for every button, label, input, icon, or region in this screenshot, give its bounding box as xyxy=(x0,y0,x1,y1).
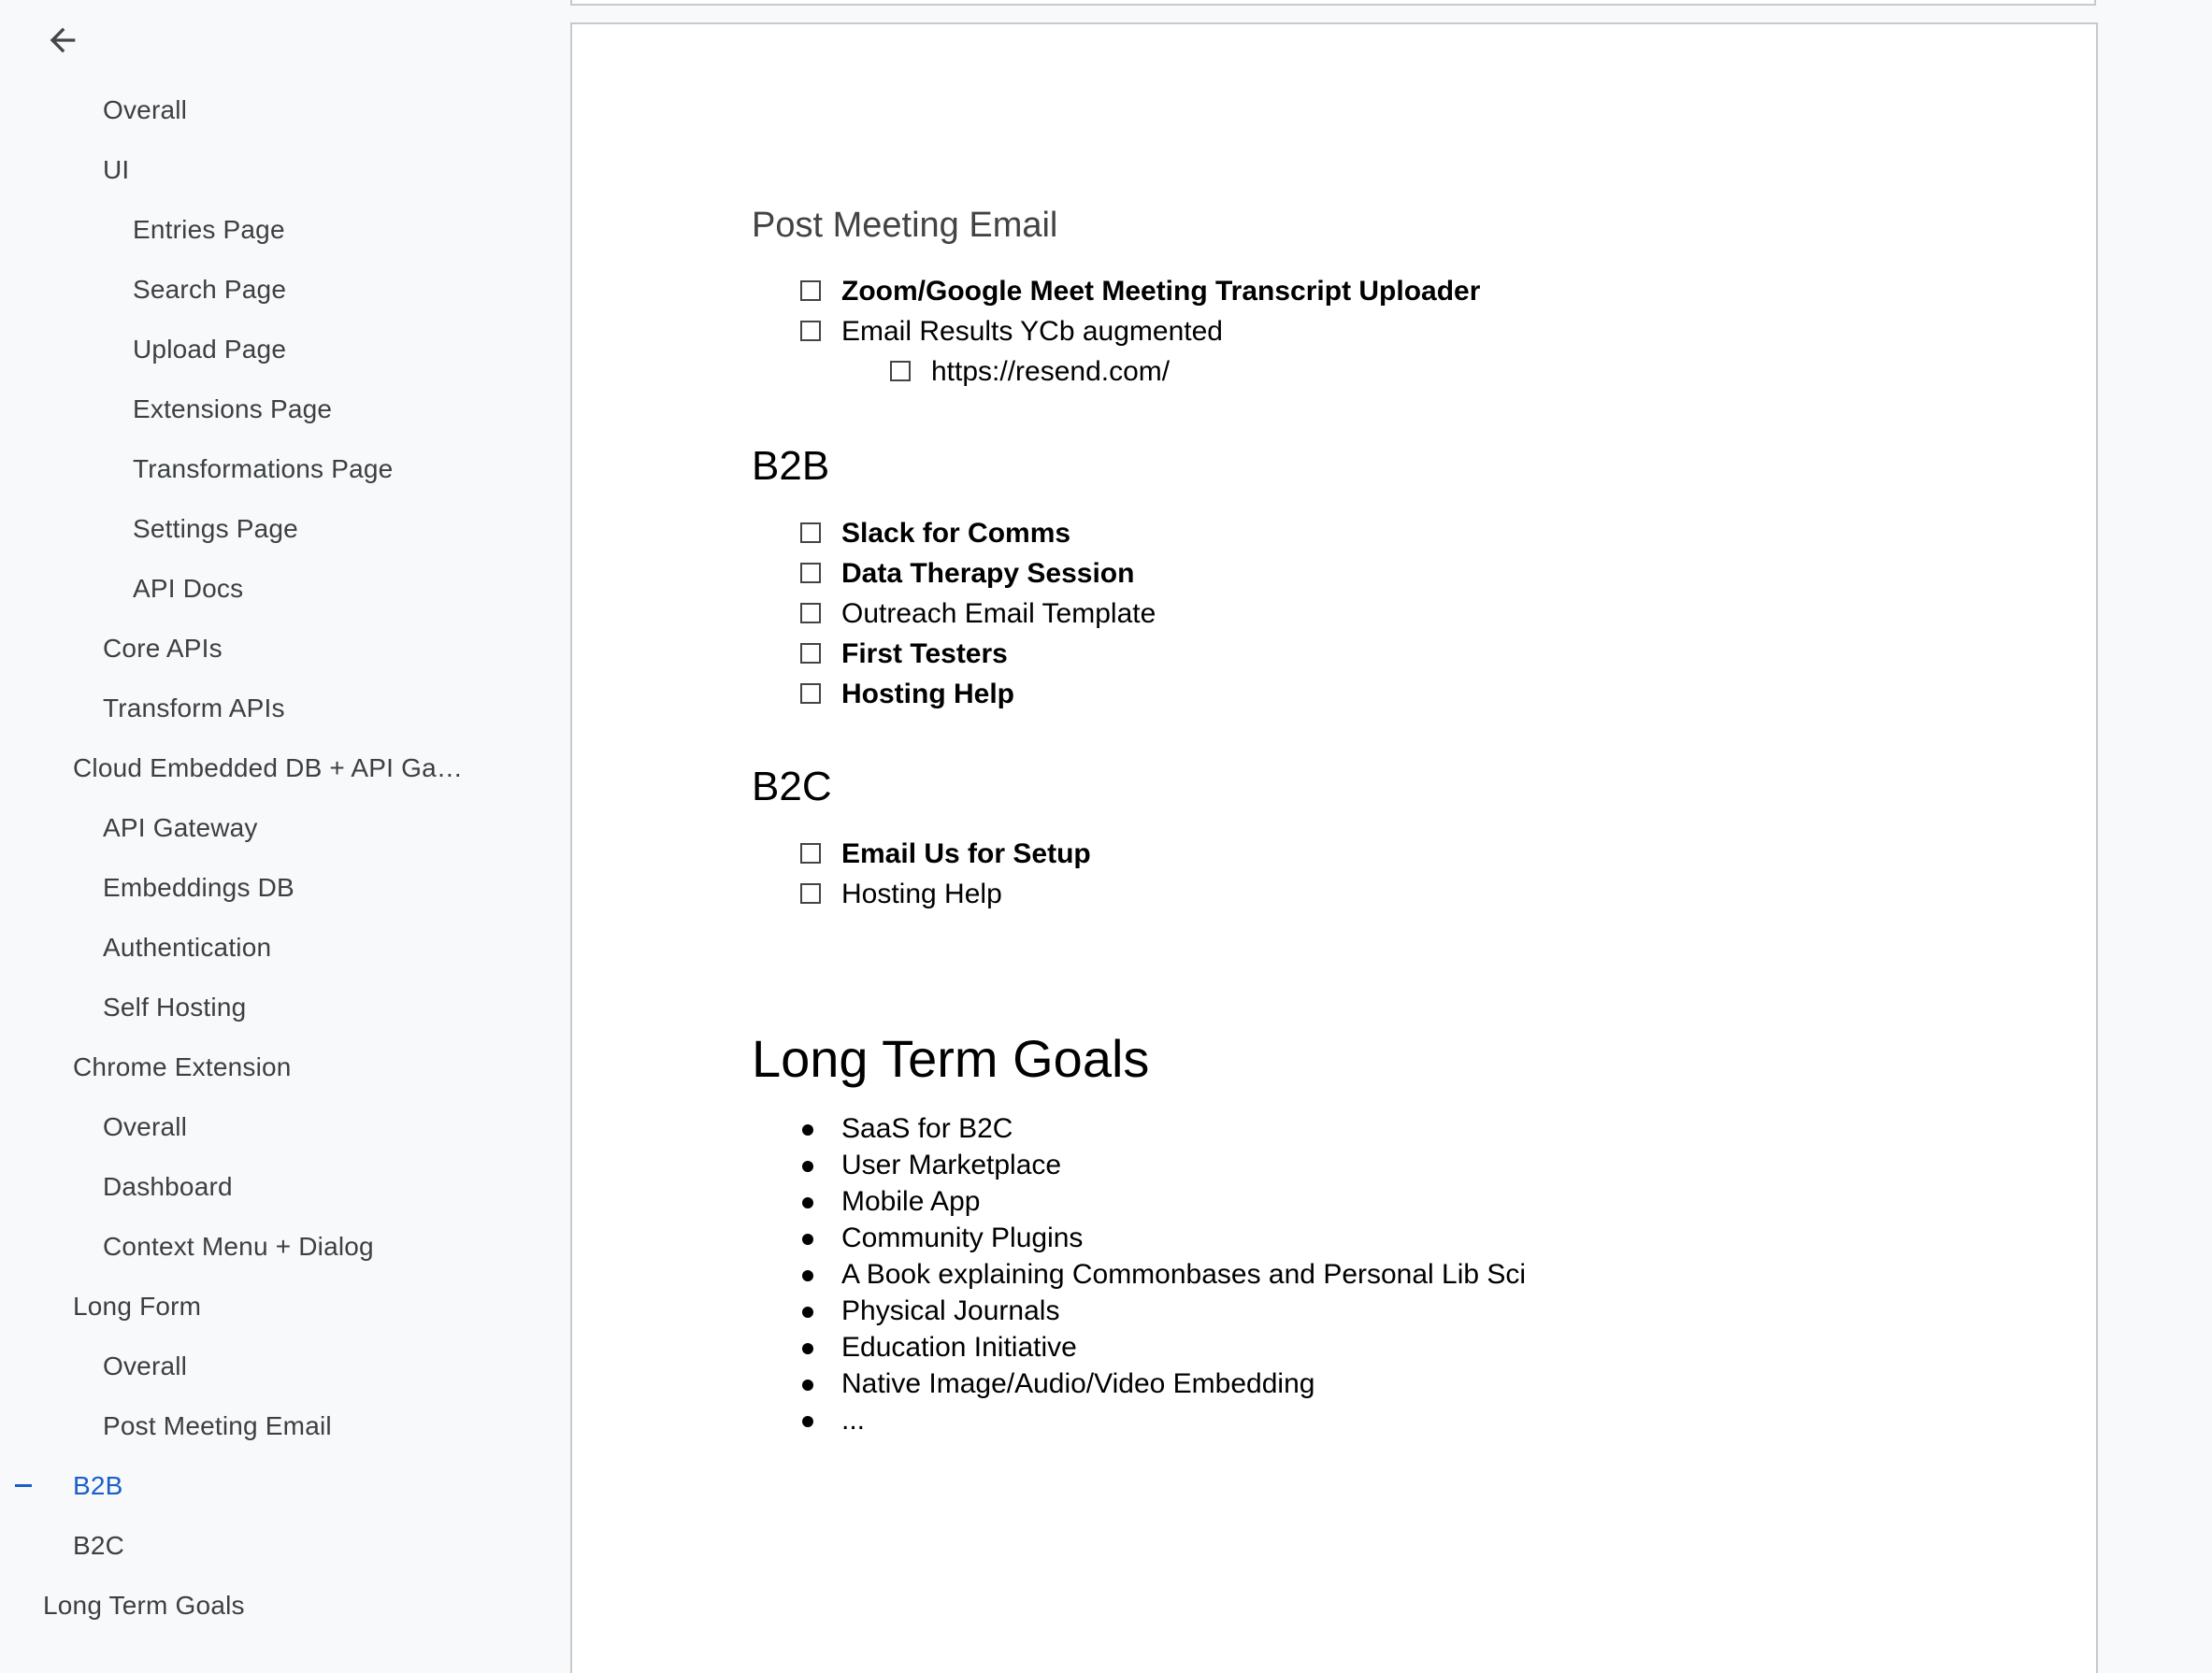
outline-item-label: Overall xyxy=(103,95,188,124)
outline-item-long-form[interactable] xyxy=(0,1277,561,1337)
list-item-text: Physical Journals xyxy=(841,1295,1060,1326)
outline-item-long-term-goals[interactable] xyxy=(0,1576,561,1636)
outline-item-label: Post Meeting Email xyxy=(103,1411,332,1440)
checklist-item-text: Hosting Help xyxy=(841,679,1014,709)
outline-item-label: Entries Page xyxy=(133,215,285,244)
checkbox[interactable] xyxy=(800,563,821,583)
bullet-icon xyxy=(802,1380,813,1391)
outline-item-transform-apis[interactable] xyxy=(0,679,561,738)
outline-item-overall[interactable] xyxy=(0,80,561,140)
outline-item-api-docs[interactable] xyxy=(0,559,561,619)
outline-item-label: Core APIs xyxy=(103,634,223,663)
active-heading-marker xyxy=(15,1484,32,1487)
page-content[interactable] xyxy=(752,202,1984,1438)
previous-page-edge xyxy=(570,0,2096,6)
checklist-item-text: Email Us for Setup xyxy=(841,838,1091,869)
outline-item-label: Long Form xyxy=(73,1292,202,1321)
outline-item-entries-page[interactable] xyxy=(0,200,561,260)
outline-item-label: Authentication xyxy=(103,933,272,962)
outline-item-chrome-overall[interactable] xyxy=(0,1097,561,1157)
outline-item-label: Transformations Page xyxy=(133,454,394,483)
list-item xyxy=(752,1147,1984,1183)
checklist-item-text: Slack for Comms xyxy=(841,518,1071,549)
outline-item-post-meeting-email[interactable] xyxy=(0,1396,561,1456)
heading-long-term-goals: Long Term Goals xyxy=(752,1029,1150,1088)
outline-item-label: Cloud Embedded DB + API Ga… xyxy=(73,753,464,782)
outline-item-long-form-overall[interactable] xyxy=(0,1337,561,1396)
list-item xyxy=(752,1402,1984,1438)
bullet-icon xyxy=(802,1270,813,1281)
checklist-item-text: https://resend.com/ xyxy=(931,356,1171,387)
checklist-item xyxy=(752,593,1984,634)
checklist-item xyxy=(752,553,1984,593)
outline-item-label: API Docs xyxy=(133,574,244,603)
outline-item-label: Upload Page xyxy=(133,335,287,364)
bullet-icon xyxy=(802,1234,813,1245)
bullet-icon xyxy=(802,1197,813,1208)
outline-list xyxy=(0,80,561,1636)
outline-item-label: Overall xyxy=(103,1112,188,1141)
list-item xyxy=(752,1293,1984,1329)
long-term-goals-list xyxy=(752,1110,1984,1438)
checkbox[interactable] xyxy=(890,361,911,381)
heading-post-meeting-email: Post Meeting Email xyxy=(752,206,1058,245)
list-item xyxy=(752,1256,1984,1293)
checklist-item-text: Data Therapy Session xyxy=(841,558,1135,589)
checklist-item xyxy=(752,874,1984,914)
outline-item-upload-page[interactable] xyxy=(0,320,561,379)
bullet-icon xyxy=(802,1161,813,1172)
list-item-text: Education Initiative xyxy=(841,1332,1077,1363)
document-page[interactable] xyxy=(570,22,2098,1673)
outline-item-transformations-page[interactable] xyxy=(0,439,561,499)
outline-item-b2c[interactable] xyxy=(0,1516,561,1576)
outline-item-authentication[interactable] xyxy=(0,918,561,978)
b2b-checklist xyxy=(752,513,1984,714)
checklist-item xyxy=(752,674,1984,714)
list-item-text: Mobile App xyxy=(841,1186,981,1217)
list-item-text: ... xyxy=(841,1405,866,1436)
checkbox[interactable] xyxy=(800,280,821,301)
outline-item-ui[interactable] xyxy=(0,140,561,200)
checkbox[interactable] xyxy=(800,522,821,543)
checklist-item xyxy=(752,271,1984,311)
checklist-item-text: Email Results YCb augmented xyxy=(841,316,1223,347)
checklist-item xyxy=(752,351,1984,392)
document-canvas[interactable] xyxy=(561,0,2212,1673)
outline-item-label: Extensions Page xyxy=(133,394,333,423)
bullet-icon xyxy=(802,1307,813,1318)
checklist-item-text: Outreach Email Template xyxy=(841,598,1156,629)
checkbox[interactable] xyxy=(800,843,821,864)
post-meeting-checklist xyxy=(752,271,1984,392)
checklist-item xyxy=(752,834,1984,874)
list-item-text: A Book explaining Commonbases and Personal Lib Sci xyxy=(841,1259,1527,1290)
outline-item-cloud-embedded-db[interactable] xyxy=(0,738,561,798)
bullet-icon xyxy=(802,1416,813,1427)
back-button[interactable] xyxy=(37,19,88,62)
outline-item-label: Overall xyxy=(103,1351,188,1380)
checklist-item-text: Hosting Help xyxy=(841,879,1002,909)
outline-item-self-hosting[interactable] xyxy=(0,978,561,1037)
outline-item-label: Transform APIs xyxy=(103,694,285,722)
outline-item-core-apis[interactable] xyxy=(0,619,561,679)
outline-item-dashboard[interactable] xyxy=(0,1157,561,1217)
arrow-left-icon xyxy=(44,21,81,59)
outline-item-label: UI xyxy=(103,155,130,184)
checklist-item xyxy=(752,634,1984,674)
checklist-item-text: First Testers xyxy=(841,638,1008,669)
outline-item-api-gateway[interactable] xyxy=(0,798,561,858)
heading-b2c: B2C xyxy=(752,764,832,809)
checkbox[interactable] xyxy=(800,883,821,904)
outline-item-label: Settings Page xyxy=(133,514,298,543)
outline-item-chrome-extension[interactable] xyxy=(0,1037,561,1097)
heading-b2b: B2B xyxy=(752,443,830,489)
outline-item-label: B2B xyxy=(73,1471,123,1500)
checklist-item-text: Zoom/Google Meet Meeting Transcript Uploader xyxy=(841,276,1481,307)
outline-item-extensions-page[interactable] xyxy=(0,379,561,439)
outline-item-label: Context Menu + Dialog xyxy=(103,1232,374,1261)
outline-item-b2b[interactable] xyxy=(0,1456,561,1516)
list-item-text: User Marketplace xyxy=(841,1150,1062,1180)
b2c-checklist xyxy=(752,834,1984,914)
list-item xyxy=(752,1366,1984,1402)
document-outline-sidebar xyxy=(0,0,561,1673)
outline-item-settings-page[interactable] xyxy=(0,499,561,559)
list-item xyxy=(752,1220,1984,1256)
outline-item-context-menu-dialog[interactable] xyxy=(0,1217,561,1277)
list-item-text: Native Image/Audio/Video Embedding xyxy=(841,1368,1315,1399)
outline-item-label: Embeddings DB xyxy=(103,873,294,902)
list-item xyxy=(752,1183,1984,1220)
outline-item-label: Long Term Goals xyxy=(43,1591,245,1620)
checkbox[interactable] xyxy=(800,643,821,664)
checklist-item xyxy=(752,513,1984,553)
list-item-text: Community Plugins xyxy=(841,1223,1084,1253)
list-item-text: SaaS for B2C xyxy=(841,1113,1013,1144)
outline-item-label: API Gateway xyxy=(103,813,258,842)
outline-item-label: Chrome Extension xyxy=(73,1052,292,1081)
checkbox[interactable] xyxy=(800,321,821,341)
checkbox[interactable] xyxy=(800,603,821,623)
outline-item-label: B2C xyxy=(73,1531,125,1560)
bullet-icon xyxy=(802,1343,813,1354)
outline-item-search-page[interactable] xyxy=(0,260,561,320)
bullet-icon xyxy=(802,1124,813,1136)
outline-item-label: Dashboard xyxy=(103,1172,233,1201)
list-item xyxy=(752,1329,1984,1366)
checklist-item xyxy=(752,311,1984,351)
outline-item-embeddings-db[interactable] xyxy=(0,858,561,918)
outline-item-label: Search Page xyxy=(133,275,287,304)
checkbox[interactable] xyxy=(800,683,821,704)
outline-item-label: Self Hosting xyxy=(103,993,247,1022)
list-item xyxy=(752,1110,1984,1147)
